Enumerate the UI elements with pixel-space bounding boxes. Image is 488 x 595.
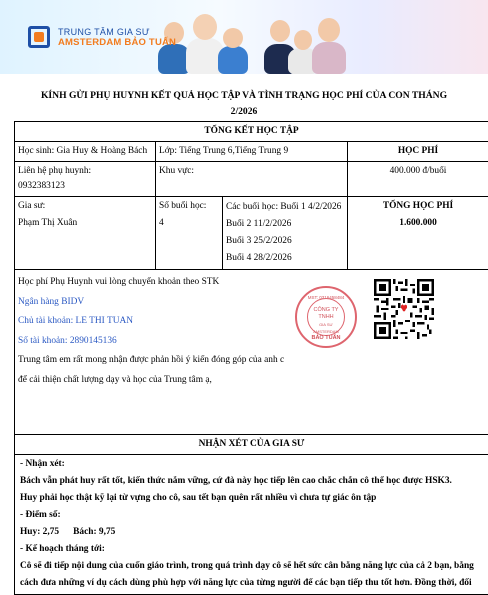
plan-label: - Kế hoạch tháng tới: <box>20 541 483 558</box>
session-item: Buổi 4 28/2/2026 <box>226 250 344 267</box>
logo-line1: TRUNG TÂM GIA SƯ <box>58 27 176 37</box>
account-owner: Chủ tài khoản: LE THI TUAN <box>18 312 298 332</box>
fee-header: HỌC PHÍ <box>348 142 488 162</box>
session-item: Buổi 3 25/2/2026 <box>226 233 344 250</box>
stamp-line: CÔNG TY <box>308 307 344 314</box>
sessions-count-label: Số buổi học: <box>159 199 219 214</box>
banner-photo-person <box>312 42 346 74</box>
summary-header: TỔNG KẾT HỌC TẬP <box>15 122 488 142</box>
banner-photo-person <box>218 46 248 74</box>
stamp-inner <box>307 298 345 336</box>
student-cell: Học sinh: Gia Huy & Hoàng Bách <box>15 142 156 162</box>
feedback-line1: Trung tâm em rất mong nhận được phản hồi ý kiến đóng góp của anh c <box>18 351 298 371</box>
tutor-name: Phạm Thị Xuân <box>18 216 152 231</box>
scores-label: - Điểm số: <box>20 507 483 524</box>
remarks-label: - Nhận xét: <box>20 456 483 473</box>
stamp-line: TNHH <box>308 314 344 321</box>
plan-line1: Cô sẽ đi tiếp nội dung của cuốn giáo trình, trong quá trình dạy cô sẽ hết sức cân bằng năng lực của cả 2 bạn, bằng <box>20 558 483 575</box>
bank-name: Ngân hàng BIDV <box>18 293 298 313</box>
sessions-count-cell <box>156 197 223 270</box>
banner-photo-head <box>294 30 312 50</box>
center-logo <box>28 26 176 48</box>
banner-photo-head <box>193 14 217 40</box>
feedback-line2: để cải thiện chất lượng dạy và học của Trung tâm ạ, <box>18 371 298 391</box>
payment-intro: Học phí Phụ Huynh vui lòng chuyển khoản theo STK <box>18 273 298 293</box>
remarks-line1: Bách vẫn phát huy rất tốt, kiến thức nắm vững, cứ đà này học tiếp lên cao chắc chắn cô thể học được HSK3. <box>20 473 483 490</box>
tutor-cell <box>15 197 156 270</box>
report-title <box>0 88 488 120</box>
banner-photo-head <box>270 20 290 42</box>
session-item: Các buổi học: Buổi 1 4/2/2026 <box>226 199 344 216</box>
fee-value: 400.000 đ/buổi <box>348 162 488 197</box>
logo-icon <box>28 26 50 48</box>
sessions-count: 4 <box>159 216 219 231</box>
session-item: Buổi 2 11/2/2026 <box>226 216 344 233</box>
parent-contact-label: Liên hệ phụ huynh: <box>18 164 152 179</box>
payment-qr-code <box>374 279 434 339</box>
sessions-list-cell <box>223 197 348 270</box>
tutor-notes-header: NHẬN XÉT CỦA GIA SƯ <box>15 435 488 455</box>
banner-photo-head <box>223 28 243 48</box>
account-number: Số tài khoản: 2890145136 <box>18 332 298 352</box>
header-banner <box>0 0 488 74</box>
stamp-line: GIA SƯ AMSTERDAM <box>308 321 344 335</box>
report-title-line2: 2/2026 <box>0 104 488 120</box>
plan-line2: cách đưa những ví dụ cách dùng phù hợp với năng lực của từng người để các bạn tiếp thu tốt hơn. Đồng thời, đối <box>20 575 483 592</box>
logo-line2: AMSTERDAM BẢO TUẤN <box>58 37 176 48</box>
remarks-line2: Huy phải học thật kỹ lại từ vựng cho cô, sau tết bạn quên rất nhiều vì chưa tự giác ôn tập <box>20 490 483 507</box>
total-fee-label: TỔNG HỌC PHÍ <box>351 199 485 214</box>
parent-phone: 0932383123 <box>18 179 152 194</box>
area-cell: Khu vực: <box>156 162 348 197</box>
total-fee-cell <box>348 197 488 270</box>
tutor-notes-body <box>15 455 488 595</box>
payment-info <box>18 273 298 390</box>
stamp-line: BẢO TUẤN <box>308 335 344 342</box>
tutor-label: Gia sư: <box>18 199 152 214</box>
report-table <box>14 121 488 595</box>
banner-photo-head <box>318 18 340 42</box>
total-fee-value: 1.600.000 <box>351 216 485 231</box>
class-cell: Lớp: Tiếng Trung 6,Tiếng Trung 9 <box>156 142 348 162</box>
parent-contact-cell <box>15 162 156 197</box>
company-stamp <box>295 286 357 348</box>
stamp-tax-code: MST: 0316458484 <box>297 290 355 305</box>
report-title-line1: KÍNH GỬI PHỤ HUYNH KẾT QUẢ HỌC TẬP VÀ TÌNH TRẠNG HỌC PHÍ CỦA CON THÁNG <box>0 88 488 104</box>
payment-cell <box>15 270 488 435</box>
scores-value: Huy: 2,75 Bách: 9,75 <box>20 524 483 541</box>
